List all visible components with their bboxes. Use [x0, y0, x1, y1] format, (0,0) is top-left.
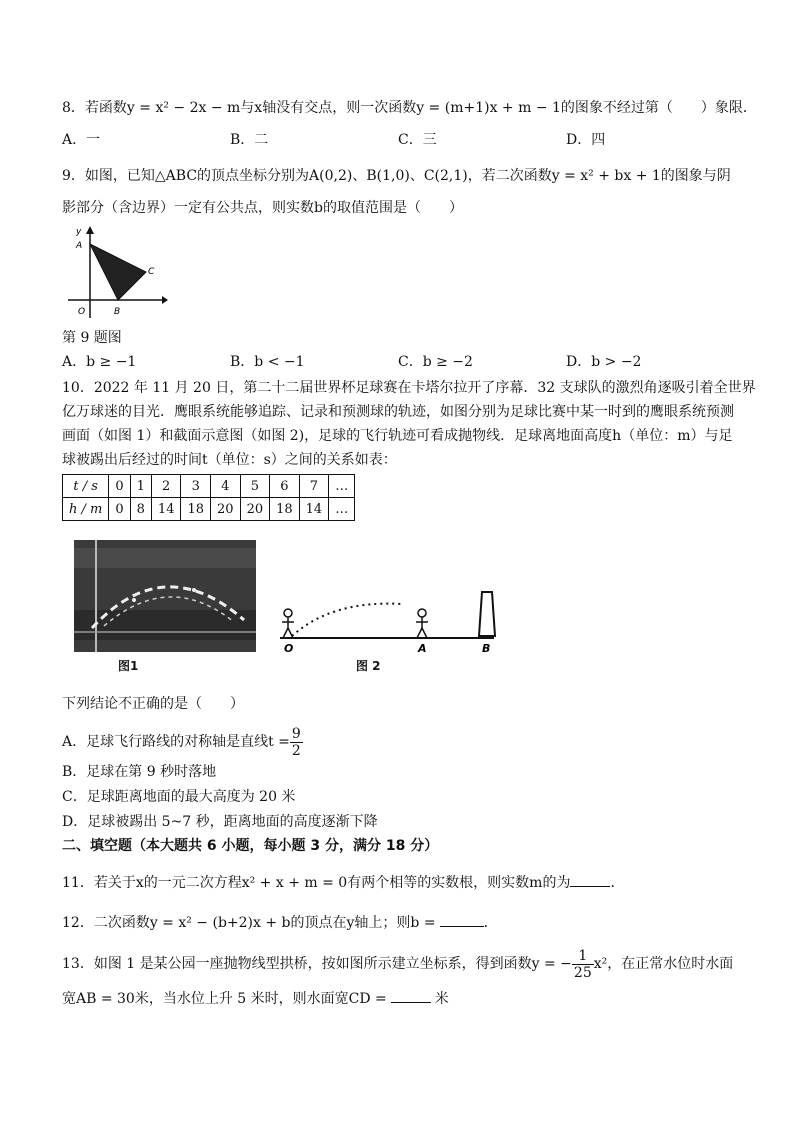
q10-question: 下列结论不正确的是（ ） — [62, 696, 244, 712]
q9-option-c[interactable]: C．b ≥ −2 — [398, 354, 473, 370]
fraction-nine-halves — [290, 726, 303, 759]
fraction-denominator: 2 — [291, 742, 301, 759]
fraction-numerator: 1 — [572, 948, 594, 965]
figure-2-caption: 图 2 — [356, 659, 381, 673]
q11-answer-blank[interactable] — [570, 872, 610, 887]
ball-trajectory — [292, 604, 402, 636]
table-cell: … — [329, 498, 355, 521]
table-cell: 14 — [151, 498, 181, 521]
q10-stem-line3: 画面（如图 1）和截面示意图（如图 2)，足球的飞行轨迹可看成抛物线．足球离地面高度h（单位：m）与足 — [62, 428, 733, 444]
point-b-label: B — [482, 642, 491, 655]
point-b-label: B — [114, 307, 121, 317]
table-cell: 5 — [240, 475, 270, 498]
section-2-heading: 二、填空题（本大题共 6 小题，每小题 3 分，满分 18 分） — [62, 838, 439, 854]
defender-figure-icon — [416, 609, 428, 638]
q10-stem-line1: 10．2022 年 11 月 20 日，第二十二届世界杯足球赛在卡塔尔拉开了序幕．32 支球队的激烈角逐吸引着全世界 — [62, 380, 756, 396]
point-o-label: O — [284, 642, 294, 655]
shaded-triangle-abc — [90, 244, 146, 300]
q13-stem-line2 — [62, 988, 449, 1009]
q10-option-b[interactable]: B．足球在第 9 秒时落地 — [62, 764, 217, 780]
fraction-numerator: 9 — [291, 725, 301, 742]
q11-suffix: ． — [610, 875, 625, 891]
q9-option-d[interactable]: D．b > −2 — [566, 354, 642, 370]
figure-1-caption: 图1 — [118, 659, 139, 673]
time-height-table — [62, 474, 355, 521]
table-cell: 18 — [270, 498, 300, 521]
q12-text: 12．二次函数y = x² − (b+2)x + b的顶点在y轴上；则b = — [62, 915, 436, 931]
q9-figure — [62, 222, 172, 322]
q9-option-a[interactable]: A．b ≥ −1 — [62, 354, 137, 370]
q12-stem — [62, 912, 498, 933]
table-cell: 0 — [109, 475, 130, 498]
q12-answer-blank[interactable] — [440, 912, 484, 927]
table-row — [63, 475, 355, 498]
q8-option-d[interactable]: D．四 — [566, 132, 606, 148]
table-cell: 1 — [130, 475, 151, 498]
point-a-label: A — [76, 241, 83, 251]
table-cell: h / m — [63, 498, 109, 521]
q9-stem-line1: 9．如图，已知△ABC的顶点坐标分别为A(0,2)、B(1,0)、C(2,1)，若二次函数y = x² + bx + 1的图象与阴 — [62, 168, 731, 184]
point-a-label: A — [418, 642, 427, 655]
q13-text-after: x²，在正常水位时水面 — [593, 956, 734, 972]
q9-figure-caption: 第 9 题图 — [62, 330, 122, 346]
q9-stem-line2: 影部分（含边界）一定有公共点，则实数b的取值范围是（ ） — [62, 200, 463, 216]
point-c-label: C — [148, 267, 155, 277]
q10-stem-line2: 亿万球迷的目光．鹰眼系统能够追踪、记录和预测球的轨迹，如图分别为足球比赛中某一时到的鹰眼系统预测 — [62, 404, 734, 420]
table-cell: 7 — [299, 475, 329, 498]
table-cell: 6 — [270, 475, 300, 498]
q8-stem: 8．若函数y = x² − 2x − m与x轴没有交点，则一次函数y = (m+1)x + m − 1的图象不经过第（ ）象限． — [62, 100, 757, 116]
hawk-eye-photo — [74, 540, 256, 652]
q12-suffix: ． — [483, 915, 498, 931]
hawk-eye-photo-drawing — [74, 540, 256, 652]
q11-stem — [62, 872, 624, 893]
q10-option-d[interactable]: D．足球被踢出 5~7 秒，距离地面的高度逐渐下降 — [62, 814, 378, 830]
q8-option-b[interactable]: B．二 — [230, 132, 269, 148]
table-cell: 20 — [240, 498, 270, 521]
fraction-one-over-25 — [572, 948, 594, 981]
q13-answer-blank[interactable] — [391, 988, 431, 1003]
q11-text: 11．若关于x的一元二次方程x² + x + m = 0有两个相等的实数根，则实数m的为 — [62, 875, 571, 891]
table-cell: … — [329, 475, 355, 498]
q10-option-a[interactable] — [62, 722, 303, 762]
y-axis-arrow-icon — [86, 226, 94, 234]
table-cell: 8 — [130, 498, 151, 521]
origin-label: O — [78, 307, 86, 317]
table-cell: t / s — [63, 475, 109, 498]
table-cell: 4 — [211, 475, 241, 498]
q13-unit: 米 — [434, 991, 449, 1007]
q13-stem-line1 — [62, 944, 733, 984]
q13-text: 13．如图 1 是某公园一座抛物线型拱桥，按如图所示建立坐标系，得到函数y = − — [62, 956, 572, 972]
table-cell: 14 — [299, 498, 329, 521]
q8-option-a[interactable]: A．一 — [62, 132, 101, 148]
table-cell: 3 — [181, 475, 211, 498]
q9-option-b[interactable]: B．b < −1 — [230, 354, 305, 370]
q8-option-c[interactable]: C．三 — [398, 132, 437, 148]
cross-section-figure — [272, 586, 504, 658]
x-axis-arrow-icon — [162, 296, 168, 304]
goal-post-icon — [479, 592, 495, 636]
kicker-figure-icon — [282, 609, 294, 638]
table-row — [63, 498, 355, 521]
table-cell: 18 — [181, 498, 211, 521]
fraction-denominator: 25 — [573, 964, 592, 981]
q13-line2-text: 宽AB = 30米，当水位上升 5 米时，则水面宽CD = — [62, 991, 387, 1007]
q10-option-c[interactable]: C．足球距离地面的最大高度为 20 米 — [62, 789, 296, 805]
q10-option-a-text: A．足球飞行路线的对称轴是直线t = — [62, 734, 290, 750]
table-cell: 2 — [151, 475, 181, 498]
y-axis-label: y — [76, 227, 82, 237]
table-cell: 0 — [109, 498, 130, 521]
table-cell: 20 — [211, 498, 241, 521]
q10-stem-line4: 球被踢出后经过的时间t（单位：s）之间的关系如表： — [62, 452, 397, 468]
